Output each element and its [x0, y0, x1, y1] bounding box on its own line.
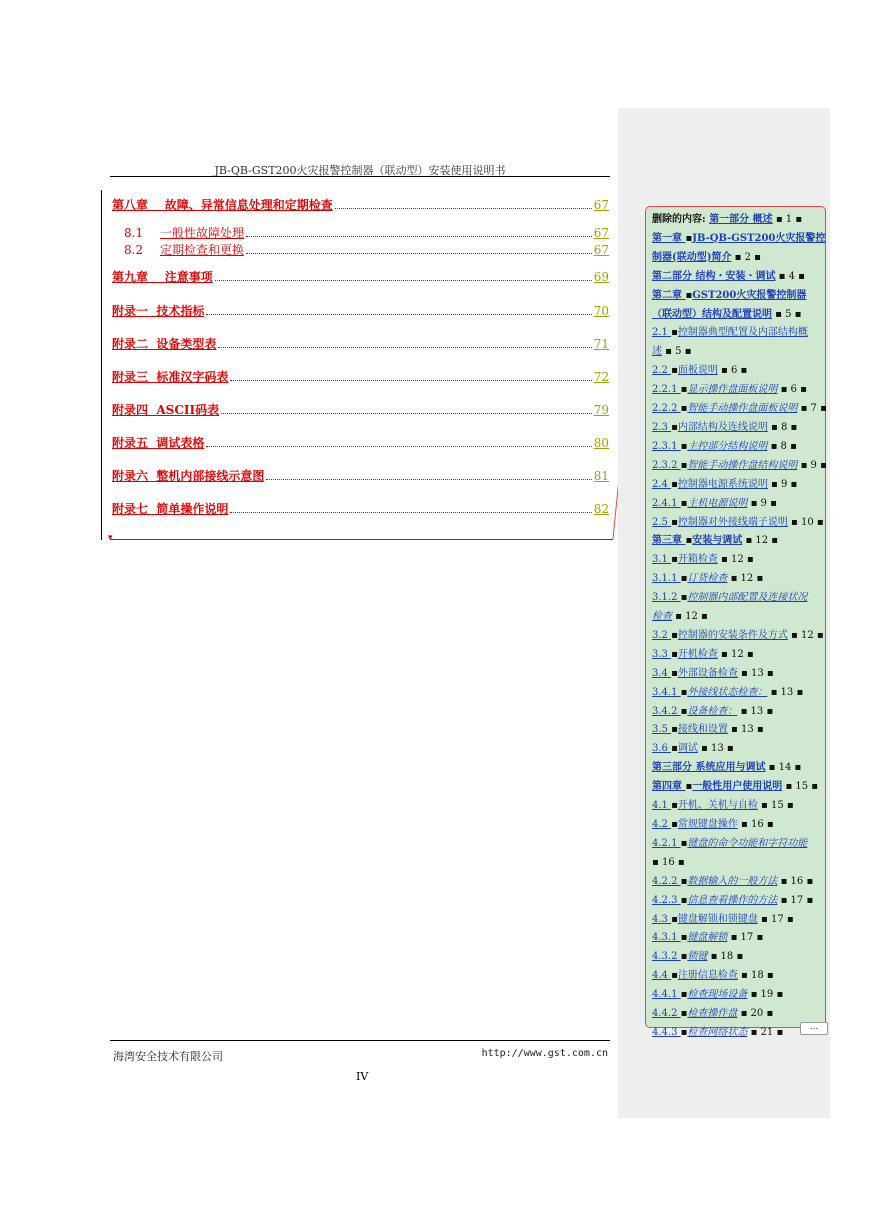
toc-entry-title[interactable]	[124, 243, 244, 257]
balloon-text: ▪	[680, 1008, 688, 1020]
balloon-line	[652, 759, 821, 778]
toc-entry-title[interactable]: 附录五 调试表格	[112, 436, 205, 450]
balloon-text: ▪	[671, 478, 678, 490]
balloon-link[interactable]: 第一部分 概述	[709, 214, 773, 225]
balloon-line	[652, 287, 821, 306]
balloon-link[interactable]: 3.4.1	[652, 686, 681, 698]
balloon-text: ▪	[680, 837, 688, 849]
balloon-link[interactable]: 2.3	[652, 421, 672, 433]
balloon-text: ▪	[680, 459, 688, 471]
balloon-text: ▪ 13 ▪	[737, 667, 774, 679]
balloon-line	[652, 816, 821, 835]
balloon-link[interactable]: 开箱检查	[677, 554, 718, 566]
balloon-link[interactable]: 4.3.2	[652, 951, 681, 963]
balloon-text: ▪ 12 ▪	[787, 629, 824, 641]
balloon-text: ▪ 17 ▪	[777, 894, 814, 906]
balloon-link[interactable]: 2.4	[652, 478, 672, 490]
balloon-link[interactable]: 设备检查：	[687, 705, 738, 717]
balloon-text: ▪	[680, 875, 688, 887]
toc-leader-dots	[246, 236, 592, 237]
toc-leader-dots	[206, 314, 591, 315]
toc-leader-dots	[206, 446, 591, 447]
toc-page-number[interactable]: 72	[593, 370, 609, 384]
balloon-line	[652, 911, 821, 930]
balloon-text: ▪	[671, 516, 678, 528]
balloon-link[interactable]: 2.2.2	[652, 403, 681, 415]
balloon-text: ▪ 19 ▪	[747, 989, 784, 1001]
toc-leader-dots	[218, 347, 591, 348]
balloon-more-button[interactable]: ...	[800, 1022, 828, 1035]
toc-entry[interactable]	[112, 434, 609, 450]
toc-page-number[interactable]: 71	[593, 337, 609, 351]
balloon-text: ▪	[671, 365, 678, 377]
balloon-link[interactable]: 述	[652, 346, 662, 358]
toc-leader-dots	[215, 280, 592, 281]
balloon-link[interactable]: 4.2.1	[652, 837, 681, 849]
toc-page-number[interactable]: 80	[593, 436, 609, 450]
toc-entry[interactable]	[112, 401, 609, 417]
balloon-text: ▪	[680, 592, 688, 604]
balloon-link[interactable]: 注册信息检查	[677, 970, 738, 982]
balloon-line	[652, 381, 821, 400]
toc-page-number[interactable]: 69	[593, 270, 609, 284]
page-header-title: JB-QB-GST200火灾报警控制器（联动型）安装使用说明书	[214, 164, 506, 177]
balloon-link[interactable]: 4.4	[652, 970, 672, 982]
toc-entry-title[interactable]	[124, 226, 244, 240]
balloon-line	[652, 324, 821, 343]
toc-entry[interactable]	[112, 368, 609, 384]
toc-leader-dots	[221, 413, 592, 414]
toc-section-title: 定期检查和更换	[160, 243, 245, 257]
balloon-link[interactable]: 2.2	[652, 365, 672, 377]
balloon-text: ▪ 6 ▪	[717, 365, 748, 377]
balloon-text: ▪	[671, 724, 678, 736]
balloon-link[interactable]: 检查现场设备	[687, 989, 748, 1001]
balloon-text: 删除的内容:	[652, 214, 710, 225]
balloon-line	[652, 929, 821, 948]
balloon-link[interactable]: 2.3.1	[652, 440, 681, 452]
balloon-text: ▪ 7 ▪	[797, 403, 827, 415]
toc-page-number[interactable]: 79	[593, 403, 609, 417]
balloon-line	[652, 740, 821, 759]
balloon-text: ▪ 10 ▪	[787, 516, 824, 528]
balloon-line	[652, 230, 826, 249]
balloon-line	[652, 854, 821, 873]
balloon-line	[652, 1005, 821, 1024]
balloon-text: ▪	[671, 554, 678, 566]
balloon-line	[652, 1024, 821, 1043]
balloon-line	[652, 457, 827, 476]
balloon-text: ▪	[685, 289, 693, 301]
balloon-link[interactable]: 3.4	[652, 667, 672, 679]
balloon-link[interactable]: 2.1	[652, 327, 672, 339]
toc-entry[interactable]	[112, 500, 609, 516]
balloon-link[interactable]: 显示操作盘面板说明	[687, 384, 778, 396]
balloon-text: ▪	[685, 232, 693, 244]
balloon-link[interactable]: 4.2.3	[652, 894, 681, 906]
balloon-link[interactable]: 键盘的命令功能和字符功能	[687, 837, 808, 849]
balloon-text: ▪ 20 ▪	[737, 1008, 774, 1020]
balloon-text: ▪	[680, 497, 688, 509]
balloon-link[interactable]: 第三部分 系统应用与调试	[652, 762, 766, 774]
balloon-link[interactable]: 面板说明	[677, 365, 718, 377]
balloon-link[interactable]: 4.4.3	[652, 1026, 681, 1038]
balloon-link[interactable]: 安装与调试	[692, 535, 743, 547]
balloon-link[interactable]: 接线和设置	[677, 724, 728, 736]
balloon-text: ▪	[671, 800, 678, 812]
balloon-text: ▪ 17 ▪	[727, 932, 764, 944]
balloon-text: ▪ 18 ▪	[707, 951, 744, 963]
balloon-link[interactable]: 调试	[677, 743, 698, 755]
balloon-link[interactable]: 开机检查	[677, 648, 718, 660]
balloon-line	[652, 665, 821, 684]
balloon-text: ▪	[680, 894, 688, 906]
balloon-link[interactable]: 检查网络状态	[687, 1026, 748, 1038]
balloon-line	[652, 778, 821, 797]
balloon-link[interactable]: 智能手动操作盘面板说明	[687, 403, 798, 415]
balloon-link[interactable]: 控制器的安装条件及方式	[677, 629, 788, 641]
balloon-link[interactable]: 信息查看操作的方法	[687, 894, 778, 906]
balloon-line	[652, 721, 821, 740]
balloon-line	[652, 211, 821, 230]
balloon-link[interactable]: 第一章	[652, 232, 686, 244]
balloon-line	[652, 343, 821, 362]
toc-entry[interactable]	[124, 224, 609, 240]
toc-entry-title[interactable]: 附录六 整机内部接线示意图	[112, 469, 265, 483]
balloon-link[interactable]: 控制器内部配置及连接状况	[687, 592, 808, 604]
balloon-link[interactable]: 3.5	[652, 724, 672, 736]
balloon-text: ▪	[671, 667, 678, 679]
deletion-end-marker-icon: ▾	[108, 533, 113, 543]
balloon-line	[652, 362, 821, 381]
balloon-line	[652, 249, 821, 268]
balloon-link[interactable]: 4.3.1	[652, 932, 681, 944]
balloon-text: ▪	[680, 403, 688, 415]
balloon-text: ▪ 16 ▪	[652, 856, 685, 868]
balloon-link[interactable]: 4.2	[652, 819, 672, 830]
toc-entry-title[interactable]: 附录三 标准汉字码表	[112, 370, 229, 384]
balloon-link[interactable]: 2.5	[652, 516, 672, 528]
balloon-link[interactable]: （联动型）结构及配置说明	[652, 308, 772, 320]
balloon-link[interactable]: 外部设备检查	[677, 667, 738, 679]
balloon-link[interactable]: 内部结构及连线说明	[677, 421, 768, 433]
balloon-text: ▪ 9 ▪	[767, 478, 798, 490]
balloon-link[interactable]: 3.1	[652, 554, 672, 566]
balloon-link[interactable]: 4.2.2	[652, 875, 681, 887]
balloon-text: ▪ 12 ▪	[742, 535, 779, 547]
toc-entry-title[interactable]: 第八章 故障、异常信息处理和定期检查	[112, 198, 333, 212]
balloon-text: ▪	[680, 384, 688, 396]
balloon-line	[652, 948, 821, 967]
balloon-link[interactable]: 3.6	[652, 743, 672, 755]
balloon-text: ▪	[671, 970, 678, 982]
toc-page-number[interactable]: 67	[593, 243, 609, 257]
balloon-text: ▪	[680, 440, 688, 452]
balloon-line	[652, 438, 821, 457]
balloon-text: ▪	[680, 686, 688, 698]
toc-leader-dots	[246, 253, 592, 254]
deleted-content-balloon[interactable]	[645, 206, 827, 1038]
balloon-text: ▪ 13 ▪	[697, 743, 734, 755]
footer-rule	[110, 1040, 610, 1041]
deletion-end-rule	[110, 539, 613, 540]
balloon-text: ▪ 13 ▪	[727, 724, 764, 736]
toc-leader-dots	[266, 479, 591, 480]
balloon-link[interactable]: 制器(联动型)简介	[652, 251, 732, 263]
balloon-text: ▪	[680, 1026, 688, 1038]
balloon-link[interactable]: 第二部分 结构・安装・调试	[652, 270, 776, 282]
balloon-link[interactable]: 开机、关机与自检	[677, 800, 758, 812]
toc-entry-title[interactable]: 附录一 技术指标	[112, 304, 205, 318]
balloon-text: ▪ 15 ▪	[757, 800, 794, 812]
toc-page-number[interactable]: 67	[593, 226, 609, 240]
balloon-link[interactable]: 智能手动操作盘结构说明	[687, 459, 798, 471]
toc-entry-title[interactable]: 附录二 设备类型表	[112, 337, 217, 351]
balloon-link[interactable]: 订货检查	[687, 573, 728, 585]
balloon-text: ▪ 12 ▪	[727, 573, 764, 585]
balloon-link[interactable]: 2.4.1	[652, 497, 681, 509]
balloon-link[interactable]: 检查操作盘	[687, 1008, 738, 1020]
balloon-text: ▪	[671, 629, 678, 641]
balloon-line	[652, 646, 821, 665]
balloon-text: ▪	[680, 951, 688, 963]
balloon-line	[652, 797, 821, 816]
balloon-link[interactable]: 2.2.1	[652, 384, 681, 396]
balloon-text: ▪ 16 ▪	[777, 875, 814, 887]
balloon-line	[652, 589, 821, 608]
balloon-line	[652, 873, 821, 892]
toc-entry[interactable]	[112, 302, 609, 318]
balloon-text: ▪ 16 ▪	[737, 819, 774, 830]
balloon-text: ▪ 14 ▪	[765, 762, 802, 774]
toc-leader-dots	[230, 380, 591, 381]
toc-section-title: 一般性故障处理	[160, 226, 245, 240]
balloon-text: ▪ 21 ▪	[747, 1026, 784, 1038]
toc-page-number[interactable]: 70	[593, 304, 609, 318]
balloon-link[interactable]: 3.1.2	[652, 592, 681, 604]
balloon-link[interactable]: 检查	[652, 611, 672, 623]
balloon-link[interactable]: JB-QB-GST200火灾报警控	[692, 232, 826, 244]
balloon-link[interactable]: 第三章	[652, 535, 686, 547]
balloon-link[interactable]: 3.1.1	[652, 573, 681, 585]
toc-entry[interactable]	[112, 268, 609, 284]
balloon-text: ▪	[671, 819, 678, 830]
balloon-line	[652, 476, 821, 495]
balloon-line	[652, 684, 821, 703]
toc-entry-title[interactable]: 附录四 ASCII码表	[112, 403, 220, 417]
balloon-link[interactable]: 锁键	[687, 951, 708, 963]
balloon-link[interactable]: 4.4.1	[652, 989, 681, 1001]
balloon-link[interactable]: 控制器典型配置及内部结构概	[677, 327, 808, 339]
balloon-link[interactable]: 外接线状态检查：	[687, 686, 768, 698]
balloon-line	[652, 703, 821, 722]
balloon-link[interactable]: 4.3	[652, 913, 672, 925]
balloon-text: ▪	[671, 913, 678, 925]
balloon-line	[652, 551, 821, 570]
toc-section-number: 8.1	[124, 226, 144, 240]
balloon-link[interactable]: 数据输入的一般方法	[687, 875, 778, 887]
balloon-link[interactable]: 主控部分结构说明	[687, 440, 768, 452]
balloon-link[interactable]: 3.3	[652, 648, 672, 660]
balloon-link[interactable]: 主机电源说明	[687, 497, 748, 509]
balloon-text: ▪	[671, 648, 678, 660]
balloon-link[interactable]: 第四章	[652, 781, 686, 793]
toc-entry[interactable]	[124, 241, 609, 257]
toc-entry-title[interactable]: 附录七 简单操作说明	[112, 502, 229, 516]
balloon-text: ▪ 4 ▪	[775, 270, 805, 282]
toc-entry-title[interactable]: 第九章 注意事项	[112, 270, 213, 284]
balloon-link[interactable]: 3.2	[652, 629, 672, 641]
balloon-line	[652, 514, 824, 533]
balloon-text: ▪	[671, 743, 678, 755]
balloon-text: ▪ 17 ▪	[757, 913, 794, 925]
balloon-link[interactable]: 常规键盘操作	[677, 819, 738, 830]
balloon-text: ▪ 13 ▪	[737, 705, 774, 717]
balloon-text: ▪ 8 ▪	[767, 440, 797, 452]
balloon-text: ▪ 18 ▪	[737, 970, 774, 982]
toc-section-number: 8.2	[124, 243, 144, 257]
toc-entry[interactable]	[112, 467, 609, 483]
balloon-line	[652, 627, 824, 646]
balloon-link[interactable]: 3.4.2	[652, 705, 681, 717]
balloon-text: ▪	[680, 705, 688, 717]
balloon-line	[652, 835, 821, 854]
toc-page-number[interactable]: 82	[593, 502, 609, 516]
balloon-line	[652, 419, 821, 438]
balloon-line	[652, 268, 821, 287]
balloon-text: ▪ 13 ▪	[767, 686, 804, 698]
balloon-link[interactable]: 键盘解锁和锁键盘	[677, 913, 758, 925]
balloon-link[interactable]: 一般性用户使用说明	[692, 781, 783, 793]
balloon-line	[652, 400, 827, 419]
balloon-text: ▪ 9 ▪	[747, 497, 777, 509]
balloon-text: ▪ 5 ▪	[772, 308, 802, 320]
balloon-link[interactable]: 2.3.2	[652, 459, 681, 471]
balloon-text: ▪ 12 ▪	[717, 648, 754, 660]
balloon-text: ▪	[680, 989, 688, 1001]
balloon-text: ▪	[685, 781, 693, 793]
balloon-text: ▪ 2 ▪	[731, 251, 761, 263]
balloon-text: ▪	[680, 932, 688, 944]
balloon-link[interactable]: 4.4.2	[652, 1008, 681, 1020]
balloon-line	[652, 967, 821, 986]
footer-company: 海湾安全技术有限公司	[113, 1050, 223, 1063]
balloon-text: ▪	[671, 327, 678, 339]
header-rule	[110, 176, 610, 177]
balloon-link[interactable]: 4.1	[652, 800, 672, 812]
toc-page-number[interactable]: 81	[593, 469, 609, 483]
toc-leader-dots	[335, 208, 592, 209]
page-number: IV	[356, 1070, 369, 1083]
footer-url: http://www.gst.com.cn	[481, 1048, 608, 1059]
balloon-text: ▪	[671, 421, 678, 433]
balloon-line	[652, 986, 821, 1005]
balloon-link[interactable]: 键盘解锁	[687, 932, 728, 944]
toc-entry[interactable]	[112, 196, 609, 212]
balloon-text: ▪	[680, 573, 688, 585]
balloon-text: ▪ 5 ▪	[662, 346, 692, 358]
balloon-text: ▪ 6 ▪	[777, 384, 807, 396]
balloon-text: ▪ 12 ▪	[672, 611, 708, 623]
toc-leader-dots	[230, 512, 591, 513]
change-bar	[101, 190, 102, 540]
balloon-line	[652, 306, 821, 325]
balloon-text: ▪ 1 ▪	[772, 214, 803, 225]
balloon-text: ▪ 9 ▪	[797, 459, 827, 471]
balloon-link[interactable]: 控制器对外接线端子说明	[677, 516, 788, 528]
balloon-line	[652, 892, 821, 911]
balloon-line	[652, 570, 821, 589]
balloon-link[interactable]: GST200火灾报警控制器	[692, 289, 807, 301]
toc-page-number[interactable]: 67	[593, 198, 609, 212]
balloon-text: ▪ 8 ▪	[767, 421, 798, 433]
toc-entry[interactable]	[112, 335, 609, 351]
balloon-text: ▪ 15 ▪	[782, 781, 819, 793]
balloon-link[interactable]: 第二章	[652, 289, 686, 301]
balloon-link[interactable]: 控制器电源系统说明	[677, 478, 768, 490]
balloon-line	[652, 608, 821, 627]
balloon-line	[652, 495, 821, 514]
balloon-text: ▪	[685, 535, 693, 547]
balloon-line	[652, 532, 821, 551]
balloon-text: ▪ 12 ▪	[717, 554, 754, 566]
